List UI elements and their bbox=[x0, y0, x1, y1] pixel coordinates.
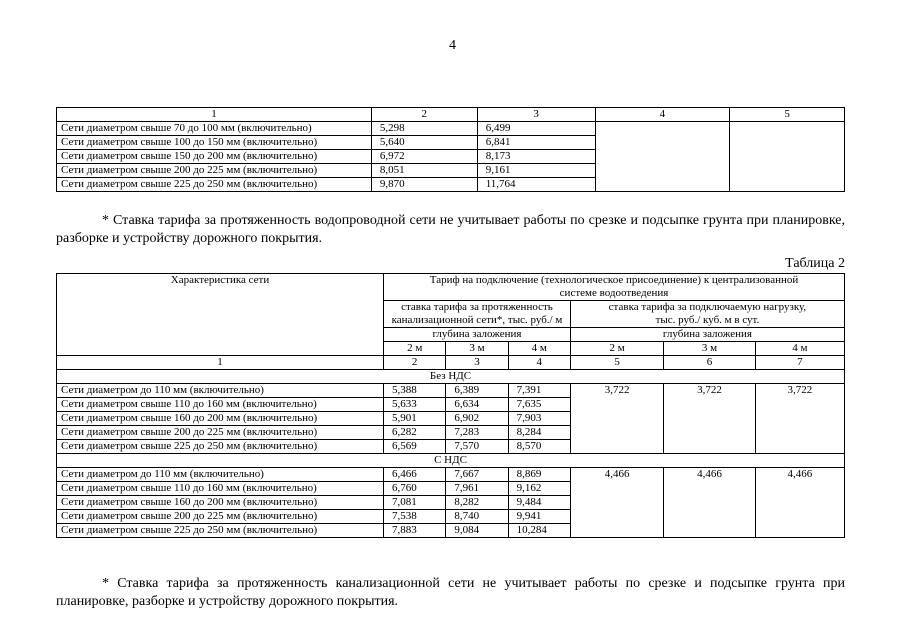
value-cell: 6,841 bbox=[477, 136, 595, 150]
network-cell: Сети диаметром свыше 70 до 100 мм (включительно) bbox=[57, 122, 372, 136]
depth-cell: 2 м bbox=[384, 342, 446, 356]
empty-cell bbox=[730, 122, 845, 192]
network-cell: Сети диаметром свыше 160 до 200 мм (включительно) bbox=[57, 412, 384, 426]
network-cell: Сети диаметром свыше 110 до 160 мм (включительно) bbox=[57, 398, 384, 412]
load-rate-line: тыс. руб./ куб. м в сут. bbox=[655, 314, 760, 326]
value-cell: 8,051 bbox=[371, 164, 477, 178]
value-cell: 6,389 bbox=[446, 384, 508, 398]
depth-cell: 3 м bbox=[664, 342, 755, 356]
value-cell: 7,883 bbox=[384, 524, 446, 538]
header-cell: 1 bbox=[57, 108, 372, 122]
depth-header: глубина заложения bbox=[570, 328, 844, 342]
value-cell: 8,740 bbox=[446, 510, 508, 524]
value-cell: 8,282 bbox=[446, 496, 508, 510]
network-cell: Сети диаметром свыше 225 до 250 мм (включительно) bbox=[57, 524, 384, 538]
value-cell: 6,972 bbox=[371, 150, 477, 164]
depth-cell: 4 м bbox=[755, 342, 844, 356]
tariff-header bbox=[384, 274, 845, 301]
section-label: С НДС bbox=[57, 454, 845, 468]
col-number: 4 bbox=[508, 356, 570, 370]
value-cell: 7,903 bbox=[508, 412, 570, 426]
length-rate-line: канализационной сети*, тыс. руб./ м bbox=[391, 314, 563, 326]
col-number: 7 bbox=[755, 356, 844, 370]
column-number-row bbox=[57, 356, 845, 370]
section-row-vat bbox=[57, 454, 845, 468]
value-cell: 9,084 bbox=[446, 524, 508, 538]
tariff-header-line: Тариф на подключение (технологическое присоединение) к централизованной bbox=[429, 274, 799, 286]
network-cell: Сети диаметром свыше 100 до 150 мм (включительно) bbox=[57, 136, 372, 150]
value-cell: 7,391 bbox=[508, 384, 570, 398]
value-cell: 7,570 bbox=[446, 440, 508, 454]
value-cell: 9,870 bbox=[371, 178, 477, 192]
footnote-sewer bbox=[56, 575, 845, 611]
value-cell: 11,764 bbox=[477, 178, 595, 192]
sewer-tariff-table bbox=[56, 273, 845, 538]
value-cell: 5,901 bbox=[384, 412, 446, 426]
load-value-cell: 4,466 bbox=[664, 468, 755, 538]
network-cell: Сети диаметром свыше 110 до 160 мм (включительно) bbox=[57, 482, 384, 496]
header-cell: 5 bbox=[730, 108, 845, 122]
value-cell: 6,760 bbox=[384, 482, 446, 496]
header-cell: 2 bbox=[371, 108, 477, 122]
table-row bbox=[57, 122, 845, 136]
col-number: 2 bbox=[384, 356, 446, 370]
load-value-cell: 3,722 bbox=[755, 384, 844, 454]
value-cell: 5,640 bbox=[371, 136, 477, 150]
network-header: Характеристика сети bbox=[57, 274, 384, 356]
network-cell: Сети диаметром до 110 мм (включительно) bbox=[57, 468, 384, 482]
header-cell: 3 bbox=[477, 108, 595, 122]
value-cell: 9,161 bbox=[477, 164, 595, 178]
network-cell: Сети диаметром свыше 150 до 200 мм (включительно) bbox=[57, 150, 372, 164]
empty-cell bbox=[595, 122, 730, 192]
value-cell: 6,282 bbox=[384, 426, 446, 440]
footnote-text: * Ставка тарифа за протяженность водопроводной сети не учитывает работы по срезке и подсыпке грунта при планировке, разборке и устройству дорожного покрытия. bbox=[56, 213, 845, 246]
value-cell: 7,667 bbox=[446, 468, 508, 482]
network-cell: Сети диаметром свыше 225 до 250 мм (включительно) bbox=[57, 440, 384, 454]
load-value-cell: 3,722 bbox=[664, 384, 755, 454]
col-number: 6 bbox=[664, 356, 755, 370]
network-cell: Сети диаметром свыше 200 до 225 мм (включительно) bbox=[57, 510, 384, 524]
table-caption: Таблица 2 bbox=[785, 256, 845, 271]
network-cell: Сети диаметром до 110 мм (включительно) bbox=[57, 384, 384, 398]
footnote-water bbox=[56, 212, 845, 248]
value-cell: 6,569 bbox=[384, 440, 446, 454]
value-cell: 5,298 bbox=[371, 122, 477, 136]
load-rate-header bbox=[570, 301, 844, 328]
value-cell: 7,961 bbox=[446, 482, 508, 496]
water-tariff-table bbox=[56, 107, 845, 192]
depth-cell: 4 м bbox=[508, 342, 570, 356]
value-cell: 9,941 bbox=[508, 510, 570, 524]
header-cell: 4 bbox=[595, 108, 730, 122]
length-rate-header bbox=[384, 301, 571, 328]
value-cell: 6,902 bbox=[446, 412, 508, 426]
table-header-row bbox=[57, 108, 845, 122]
depth-cell: 2 м bbox=[570, 342, 663, 356]
value-cell: 6,634 bbox=[446, 398, 508, 412]
col-number: 5 bbox=[570, 356, 663, 370]
table-row bbox=[57, 468, 845, 482]
col-number: 3 bbox=[446, 356, 508, 370]
value-cell: 6,466 bbox=[384, 468, 446, 482]
load-value-cell: 4,466 bbox=[570, 468, 663, 538]
page-number: 4 bbox=[449, 38, 456, 53]
value-cell: 6,499 bbox=[477, 122, 595, 136]
depth-header: глубина заложения bbox=[384, 328, 571, 342]
load-rate-line: ставка тарифа за подключаемую нагрузку, bbox=[608, 301, 807, 313]
value-cell: 7,538 bbox=[384, 510, 446, 524]
load-value-cell: 4,466 bbox=[755, 468, 844, 538]
col-number: 1 bbox=[57, 356, 384, 370]
value-cell: 8,570 bbox=[508, 440, 570, 454]
value-cell: 5,633 bbox=[384, 398, 446, 412]
network-cell: Сети диаметром свыше 160 до 200 мм (включительно) bbox=[57, 496, 384, 510]
footnote-text: * Ставка тарифа за протяженность канализационной сети не учитывает работы по срезке и подсыпке грунта при планировке, разборке и устройству дорожного покрытия. bbox=[56, 576, 845, 609]
value-cell: 8,284 bbox=[508, 426, 570, 440]
network-cell: Сети диаметром свыше 225 до 250 мм (включительно) bbox=[57, 178, 372, 192]
value-cell: 5,388 bbox=[384, 384, 446, 398]
load-value-cell: 3,722 bbox=[570, 384, 663, 454]
value-cell: 8,173 bbox=[477, 150, 595, 164]
table-header-row bbox=[57, 274, 845, 301]
network-cell: Сети диаметром свыше 200 до 225 мм (включительно) bbox=[57, 164, 372, 178]
length-rate-line: ставка тарифа за протяженность bbox=[401, 301, 553, 313]
depth-cell: 3 м bbox=[446, 342, 508, 356]
value-cell: 9,484 bbox=[508, 496, 570, 510]
section-label: Без НДС bbox=[57, 370, 845, 384]
section-row-no-vat bbox=[57, 370, 845, 384]
tariff-header-line: системе водоотведения bbox=[559, 287, 669, 299]
value-cell: 7,635 bbox=[508, 398, 570, 412]
value-cell: 8,869 bbox=[508, 468, 570, 482]
value-cell: 10,284 bbox=[508, 524, 570, 538]
value-cell: 7,081 bbox=[384, 496, 446, 510]
value-cell: 7,283 bbox=[446, 426, 508, 440]
table-row bbox=[57, 384, 845, 398]
network-cell: Сети диаметром свыше 200 до 225 мм (включительно) bbox=[57, 426, 384, 440]
value-cell: 9,162 bbox=[508, 482, 570, 496]
